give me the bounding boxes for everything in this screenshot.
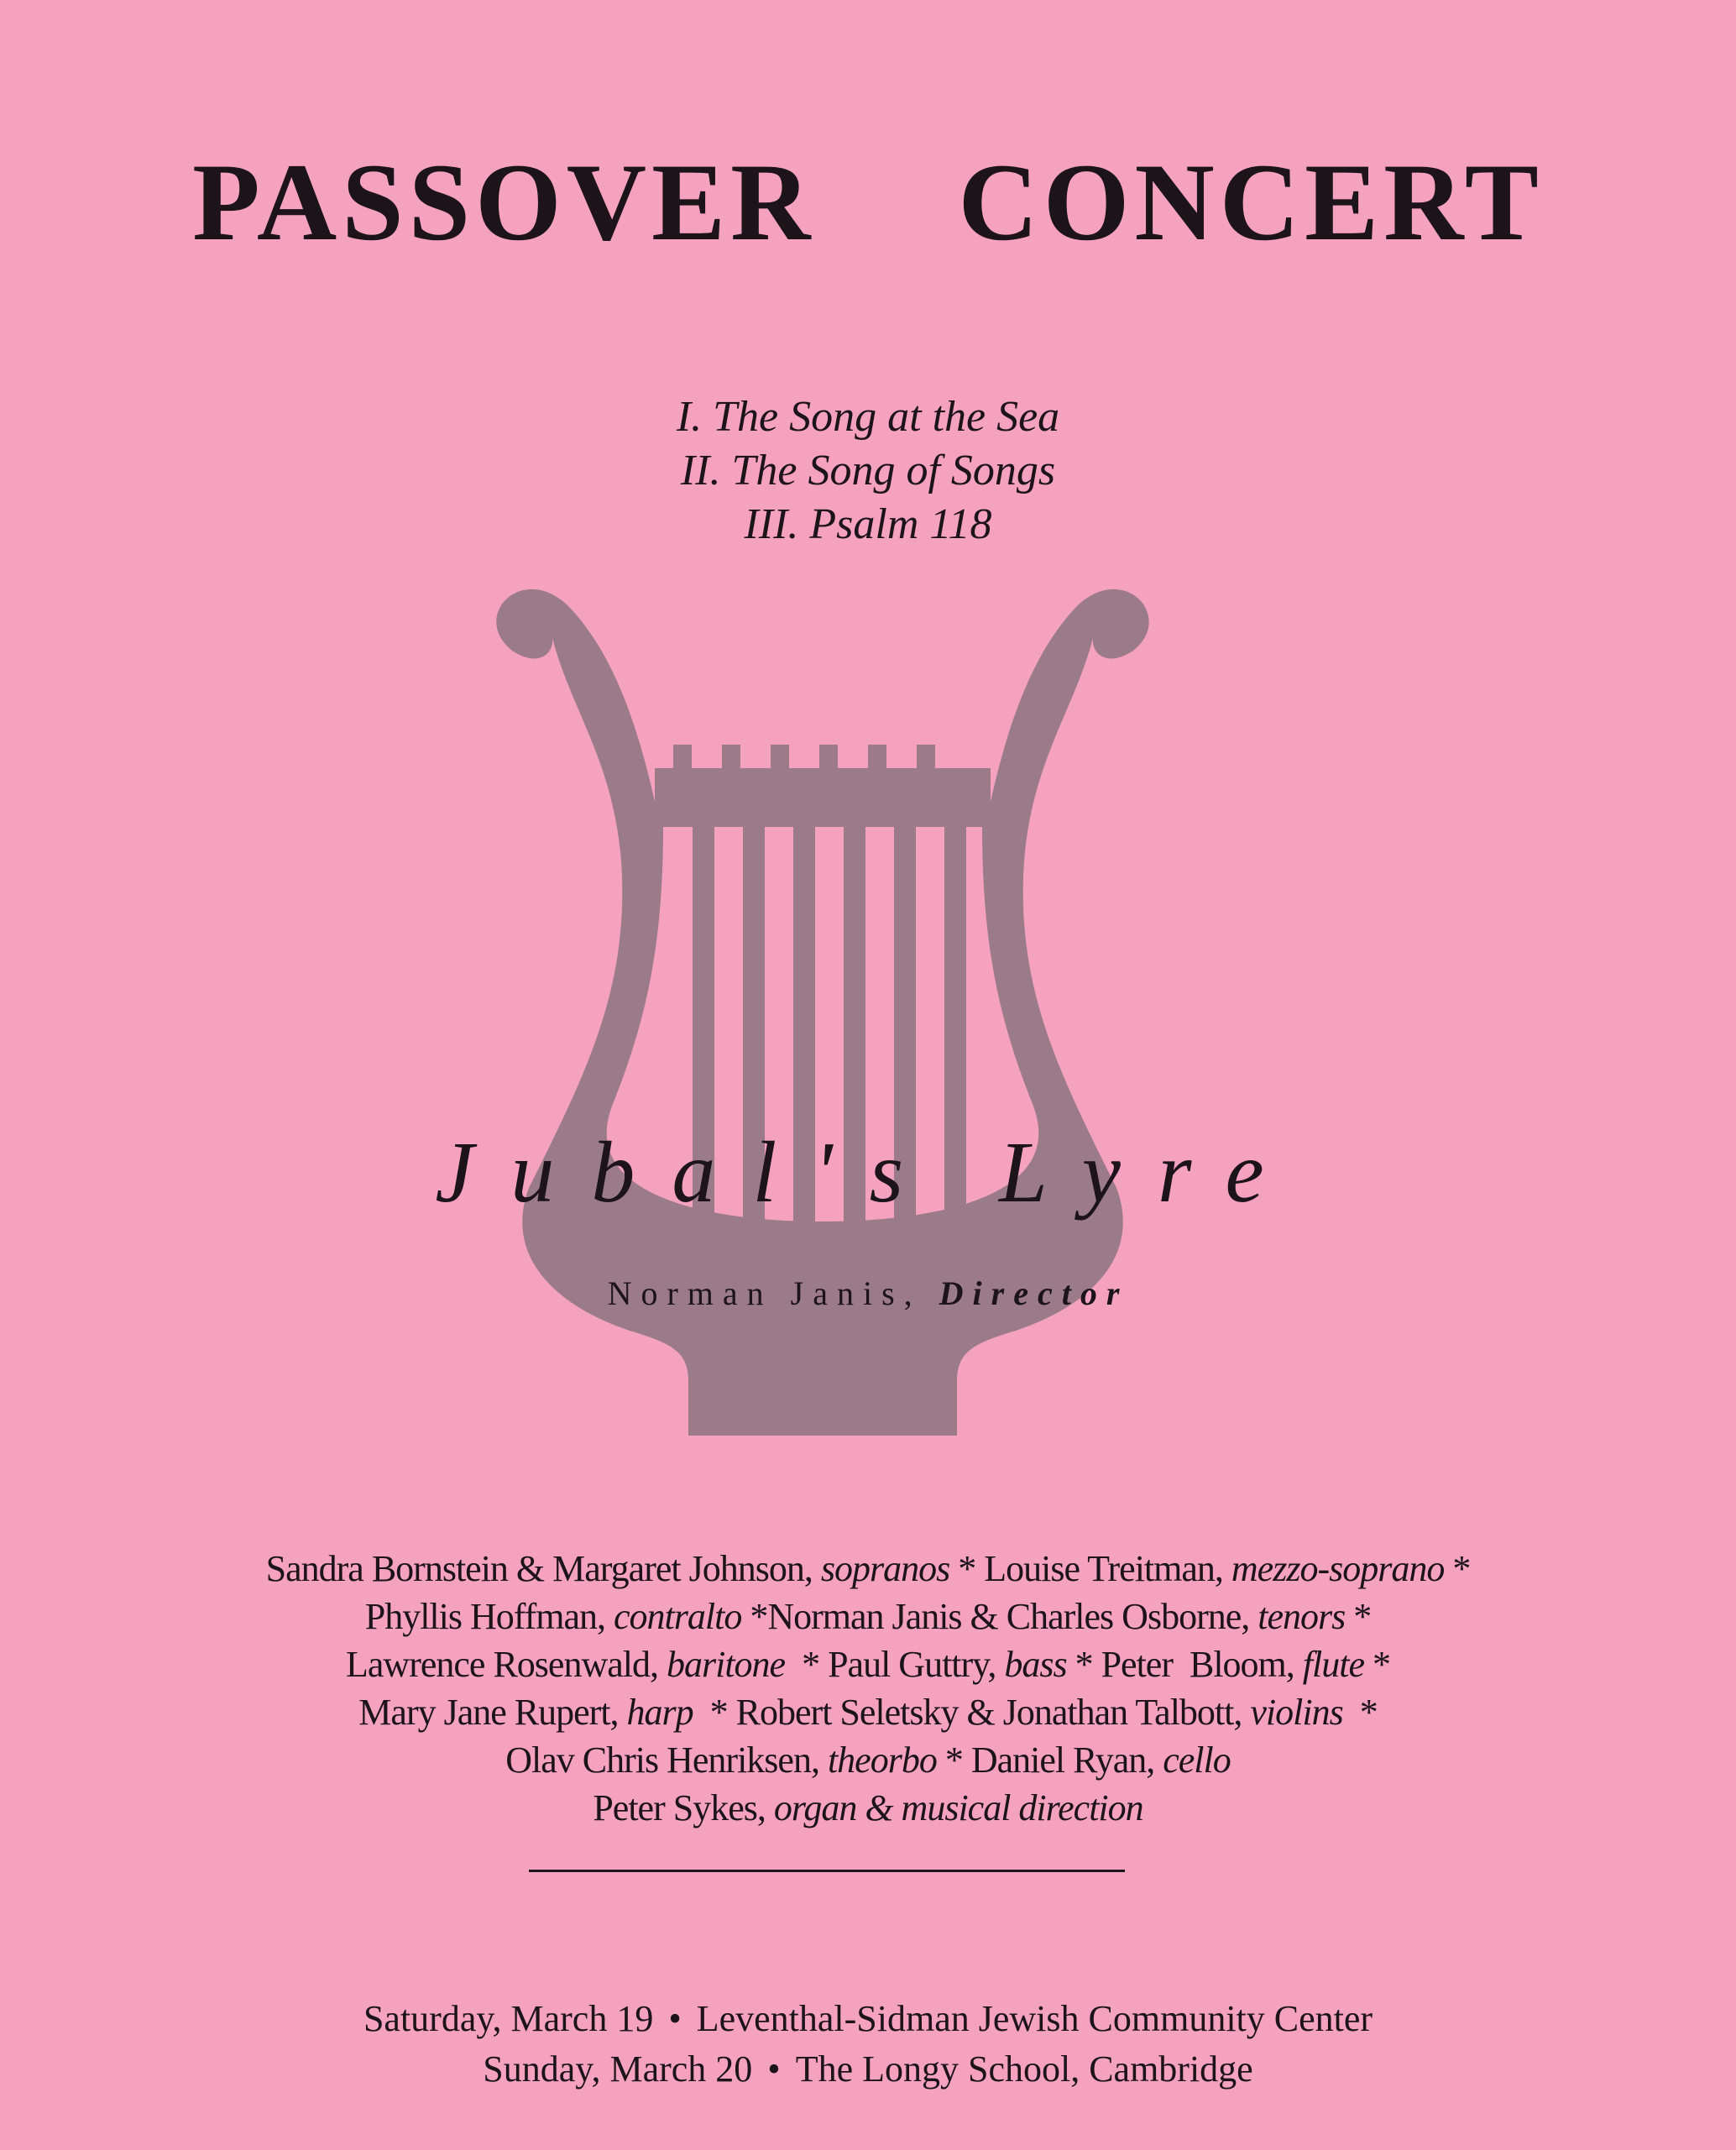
performer-role: tenors [1258, 1596, 1346, 1637]
performer-role: bass [1004, 1644, 1067, 1685]
performer-line [0, 1593, 1736, 1640]
performer-role: harp [626, 1692, 693, 1733]
performer-names: * Robert Seletsky & Jonathan Talbott, [693, 1692, 1251, 1733]
separator-dot: • [668, 1998, 682, 2039]
performer-names: * [1363, 1644, 1390, 1685]
movement-3: III. Psalm 118 [744, 500, 992, 548]
movement-1: I. The Song at the Sea [676, 393, 1060, 441]
performer-names: * [1345, 1596, 1372, 1637]
date-line-2 [0, 2044, 1736, 2095]
performer-role: organ & musical direction [773, 1787, 1143, 1828]
date-day-1: Saturday, March 19 [363, 1998, 654, 2039]
performer-names: Phyllis Hoffman, [364, 1596, 614, 1637]
director-credit [0, 1274, 1736, 1313]
title-word-concert: CONCERT [958, 140, 1544, 264]
performer-names: * [1342, 1692, 1378, 1733]
performer-role: theorbo [827, 1739, 937, 1781]
performer-role: cello [1163, 1739, 1231, 1781]
director-name: Norman Janis, [607, 1274, 922, 1312]
performer-names: Lawrence Rosenwald, [346, 1644, 667, 1685]
separator-dot: • [767, 2048, 781, 2090]
performer-names: * [1444, 1548, 1471, 1589]
movement-2: II. The Song of Songs [680, 447, 1056, 494]
performer-role: mezzo-soprano [1231, 1548, 1445, 1589]
performer-line [0, 1736, 1736, 1784]
performer-list [0, 1545, 1736, 1832]
performer-role: flute [1302, 1644, 1364, 1685]
performer-names: Olav Chris Henriksen, [505, 1739, 828, 1781]
date-day-2: Sunday, March 20 [483, 2048, 753, 2090]
performer-names: * Paul Guttry, [785, 1644, 1005, 1685]
date-venue-2: The Longy School, Cambridge [795, 2048, 1253, 2090]
date-line-1 [0, 1994, 1736, 2044]
performer-names: Peter Sykes, [593, 1787, 774, 1828]
performer-names: * Louise Treitman, [949, 1548, 1231, 1589]
performer-names: *Norman Janis & Charles Osborne, [741, 1596, 1258, 1637]
performer-names: * Daniel Ryan, [936, 1739, 1163, 1781]
performer-names: Mary Jane Rupert, [358, 1692, 627, 1733]
performer-line [0, 1640, 1736, 1688]
director-role: Director [939, 1274, 1129, 1312]
performer-role: violins [1250, 1692, 1343, 1733]
lyre-illustration [487, 550, 1158, 1448]
performer-line [0, 1688, 1736, 1736]
program-movements [0, 390, 1736, 552]
performer-line [0, 1784, 1736, 1832]
title-word-passover: PASSOVER [192, 140, 816, 264]
performance-dates [0, 1994, 1736, 2095]
performer-names: Sandra Bornstein & Margaret Johnson, [265, 1548, 821, 1589]
underline-rule [529, 1870, 1125, 1872]
performer-role: contralto [614, 1596, 742, 1637]
date-venue-1: Leventhal-Sidman Jewish Community Center [696, 1998, 1373, 2039]
performer-line [0, 1545, 1736, 1593]
ensemble-name: Jubal's Lyre [435, 1124, 1301, 1221]
performer-role: sopranos [820, 1548, 950, 1589]
concert-title [0, 140, 1736, 264]
performer-names: * Peter Bloom, [1066, 1644, 1303, 1685]
performer-role: baritone [666, 1644, 786, 1685]
